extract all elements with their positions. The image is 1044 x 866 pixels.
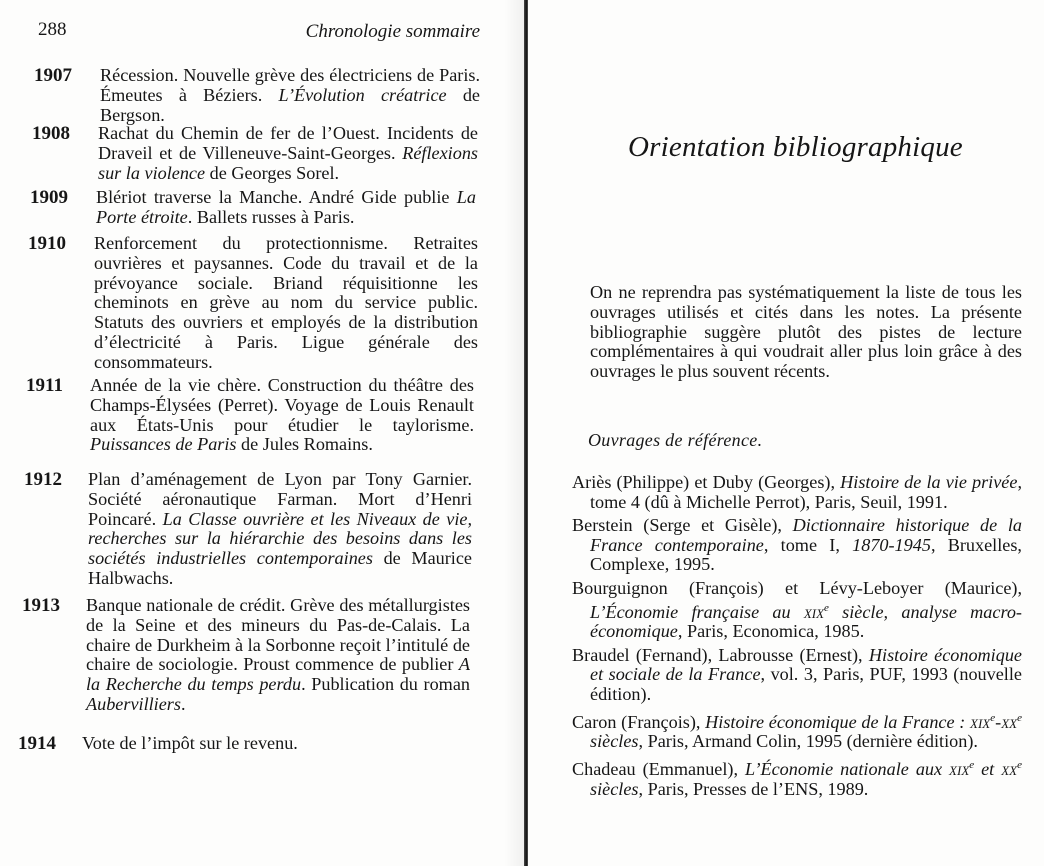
text-run: Blériot traverse la Manche. André Gide publie bbox=[96, 187, 457, 207]
chronology-entry bbox=[0, 376, 504, 455]
title-italic: La Classe ouvrière et les Niveaux de vie, recherches sur la hiérarchie des besoins dans les sociétés industrielles contemporaines bbox=[88, 508, 472, 569]
entry-text bbox=[82, 734, 472, 754]
chronology-entry bbox=[0, 188, 504, 228]
title-italic: siècles bbox=[590, 731, 639, 752]
superscript: e bbox=[990, 711, 996, 724]
title-italic: Histoire économique de la France : bbox=[705, 711, 971, 732]
superscript: e bbox=[969, 758, 975, 771]
section-title: Orientation bibliographique bbox=[628, 131, 963, 163]
entry-text bbox=[86, 596, 470, 715]
running-head: Chronologie sommaire bbox=[305, 21, 480, 42]
chronology-entry bbox=[0, 734, 504, 754]
chronology-entry bbox=[0, 124, 504, 183]
bibliography-entry bbox=[572, 579, 1022, 642]
superscript: e bbox=[824, 601, 829, 614]
bibliography-entry bbox=[572, 516, 1022, 575]
text-run: Chadeau (Emmanuel), bbox=[572, 758, 745, 779]
text-run: Braudel (Fernand), Labrousse (Ernest), bbox=[572, 644, 869, 665]
title-italic: Histoire économique et sociale de la France bbox=[590, 644, 1022, 685]
right-page bbox=[530, 0, 1044, 866]
text-run: , tome I, bbox=[763, 534, 853, 555]
page-number: 288 bbox=[38, 19, 67, 40]
title-italic: Histoire de la vie privée bbox=[840, 472, 1018, 492]
gutter-shadow bbox=[504, 0, 524, 866]
century-numeral: xix bbox=[949, 758, 970, 779]
century-numeral: xix bbox=[970, 711, 991, 732]
left-page bbox=[0, 0, 504, 866]
entry-year: 1911 bbox=[26, 375, 63, 396]
title-italic: siècles bbox=[590, 778, 639, 799]
text-run: . bbox=[180, 693, 186, 714]
title-italic: L’Évolution créatrice bbox=[278, 84, 447, 105]
text-run: , tome 4 (dû à Michelle Perrot), Paris, Seuil, 1991. bbox=[590, 472, 1022, 512]
entry-year: 1909 bbox=[30, 187, 68, 208]
subheading-reference-works: Ouvrages de référence. bbox=[588, 430, 763, 450]
text-run: Rachat du Chemin de fer de l’Ouest. Incidents de Draveil et de Villeneuve-Saint-Georges. bbox=[98, 123, 478, 163]
text-run: , Bruxelles, Complexe, 1995. bbox=[590, 534, 1022, 575]
entry-year: 1914 bbox=[18, 733, 56, 754]
text-run: de Bergson. bbox=[100, 84, 480, 125]
superscript: e bbox=[1017, 758, 1022, 771]
text-run: Banque nationale de crédit. Grève des métallurgistes de la Seine et des mineurs du Pas-de-Calais. La chaire de Durkheim à la Sorbonne reçoit l’intitulé de chaire de sociologie. Proust commence de publier bbox=[86, 595, 470, 675]
title-italic: - bbox=[995, 711, 1002, 732]
bibliography-entry bbox=[572, 709, 1022, 752]
text-run: Récession. Nouvelle grève des électriciens de Paris. Émeutes à Béziers. bbox=[100, 65, 480, 105]
bibliography-entry bbox=[572, 646, 1022, 705]
text-run: . Ballets russes à Paris. bbox=[187, 206, 355, 227]
entry-text bbox=[88, 470, 472, 589]
chronology-entry bbox=[0, 234, 504, 373]
title-italic: La Porte étroite bbox=[96, 187, 476, 227]
entry-year: 1910 bbox=[28, 233, 66, 254]
title-italic: L’Économie nationale aux bbox=[745, 758, 950, 779]
entry-text bbox=[96, 188, 476, 228]
century-numeral: xx bbox=[1001, 758, 1018, 779]
superscript: e bbox=[1017, 711, 1022, 724]
entry-year: 1908 bbox=[32, 123, 70, 144]
entry-text bbox=[94, 234, 478, 373]
book-spine bbox=[524, 0, 528, 866]
chronology-entry bbox=[0, 470, 504, 589]
text-run: de Georges Sorel. bbox=[205, 162, 340, 183]
century-numeral: xx bbox=[1001, 711, 1018, 732]
entry-text bbox=[90, 376, 474, 455]
text-run: , Paris, Presses de l’ENS, 1989. bbox=[638, 778, 869, 799]
entry-year: 1913 bbox=[22, 595, 60, 616]
title-italic: Dictionnaire historique de la France contemporaine bbox=[590, 515, 1022, 555]
title-italic: et bbox=[974, 758, 1002, 779]
text-run: Caron (François), bbox=[572, 711, 706, 732]
text-run: Ariès (Philippe) et Duby (Georges), bbox=[572, 472, 841, 492]
bibliography-entry bbox=[572, 756, 1022, 799]
bibliography-list bbox=[572, 473, 1022, 803]
text-run: Bourguignon (François) et Lévy-Leboyer (Maurice), bbox=[572, 577, 1022, 598]
text-run: , Paris, Economica, 1985. bbox=[677, 621, 865, 642]
entry-text bbox=[98, 124, 478, 183]
text-run: Vote de l’impôt sur le revenu. bbox=[82, 733, 298, 753]
text-run: , Paris, Armand Colin, 1995 (dernière édition). bbox=[638, 731, 978, 752]
title-italic: Aubervilliers bbox=[86, 693, 181, 714]
title-italic: Puissances de Paris bbox=[90, 434, 237, 455]
text-run: . Publication du roman bbox=[301, 674, 470, 695]
text-run: de Maurice Halbwachs. bbox=[88, 548, 472, 588]
entry-year: 1912 bbox=[24, 469, 62, 490]
intro-paragraph: On ne reprendra pas systématiquement la liste de tous les ouvrages utilisés et cités dans les notes. La présente bibliographie suggère plutôt des pistes de lecture complémentaires à qui voudrait aller plus loin grâce à des ouvrages le plus souvent récents. bbox=[590, 282, 1022, 382]
title-italic: siècle, analyse macro-économique bbox=[590, 601, 1022, 642]
title-italic: Réflexions sur la violence bbox=[98, 142, 478, 183]
chronology-entry bbox=[0, 596, 504, 715]
chronology-entry bbox=[0, 66, 504, 125]
bibliography-entry bbox=[572, 473, 1022, 512]
entry-text bbox=[100, 66, 480, 125]
title-italic: 1870-1945 bbox=[852, 534, 931, 555]
century-numeral: xix bbox=[803, 601, 825, 622]
text-run: de Jules Romains. bbox=[236, 434, 373, 455]
text-run: Plan d’aménagement de Lyon par Tony Garnier. Société aéronautique Farman. Mort d’Henri Poincaré. bbox=[88, 469, 472, 529]
title-italic: A la Recherche du temps perdu bbox=[86, 654, 470, 695]
text-run: , vol. 3, Paris, PUF, 1993 (nouvelle édition). bbox=[590, 664, 1022, 704]
title-italic: L’Économie française au bbox=[590, 601, 804, 622]
text-run: Renforcement du protectionnisme. Retraites ouvrières et paysannes. Code du travail et de la prévoyance sociale. Briand réquisitionne les cheminots en grève au nom du service public. Statuts des ouvriers et employés de la distribution d’électricité à Paris. Ligue générale des consommateurs. bbox=[94, 233, 478, 372]
text-run: Berstein (Serge et Gisèle), bbox=[572, 515, 793, 536]
entry-year: 1907 bbox=[34, 65, 72, 86]
text-run: Année de la vie chère. Construction du théâtre des Champs-Élysées (Perret). Voyage de Louis Renault aux États-Unis pour étudier le taylorisme. bbox=[90, 375, 474, 435]
